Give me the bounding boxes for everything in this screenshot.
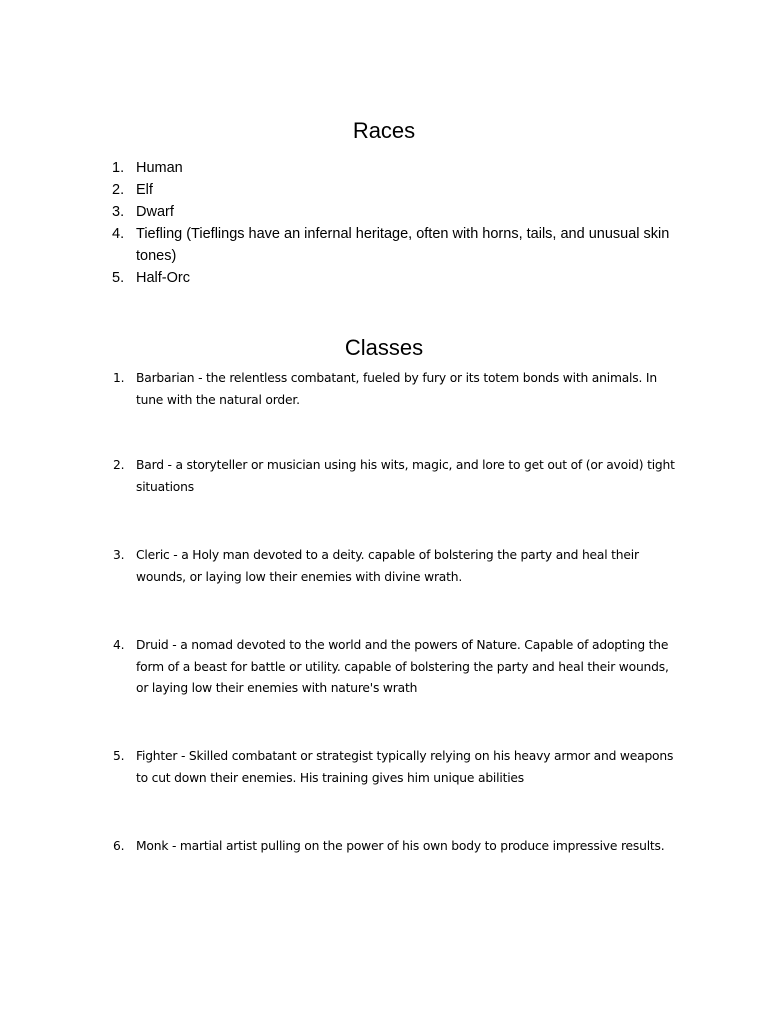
list-item-text: Bard - a storyteller or musician using his wits, magic, and lore to get out of (or avoid) tight situations	[136, 458, 675, 494]
list-item-number: 6.	[113, 839, 125, 853]
races-list	[100, 157, 680, 289]
list-item	[100, 179, 680, 201]
list-item-text: Half-Orc	[136, 270, 190, 286]
list-item-number: 5.	[113, 749, 125, 763]
list-item	[100, 455, 680, 498]
list-item	[100, 545, 680, 588]
list-item-number: 1.	[112, 160, 125, 176]
list-item-text: Tiefling (Tieflings have an infernal heritage, often with horns, tails, and unusual skin tones)	[136, 226, 670, 264]
races-heading: Races	[352, 118, 416, 143]
list-item-text: Fighter - Skilled combatant or strategist typically relying on his heavy armor and weapons to cut down their enemies. His training gives him unique abilities	[136, 749, 674, 785]
list-item-number: 2.	[112, 182, 125, 198]
list-item-number: 3.	[113, 548, 125, 562]
list-item-text: Druid - a nomad devoted to the world and the powers of Nature. Capable of adopting the form of a beast for battle or utility. capable of bolstering the party and heal their wounds, or laying low their enemies with nature's wrath	[136, 638, 669, 695]
list-item	[100, 368, 680, 411]
list-item-number: 4.	[112, 226, 125, 242]
list-item-text: Dwarf	[136, 204, 174, 220]
list-item	[100, 635, 680, 700]
list-item-number: 3.	[112, 204, 125, 220]
list-item	[100, 746, 680, 789]
list-item-number: 2.	[113, 458, 125, 472]
list-item-text: Barbarian - the relentless combatant, fueled by fury or its totem bonds with animals. In tune with the natural order.	[136, 371, 657, 407]
list-item	[100, 223, 680, 267]
list-item-text: Monk - martial artist pulling on the power of his own body to produce impressive results.	[136, 839, 665, 853]
list-item-number: 5.	[112, 270, 125, 286]
list-item-text: Elf	[136, 182, 153, 198]
list-item-text: Cleric - a Holy man devoted to a deity. capable of bolstering the party and heal their wounds, or laying low their enemies with divine wrath.	[136, 548, 639, 584]
list-item-number: 4.	[113, 638, 125, 652]
list-item	[100, 267, 680, 289]
classes-heading: Classes	[344, 335, 424, 360]
list-item	[100, 201, 680, 223]
list-item	[100, 836, 680, 858]
list-item-text: Human	[136, 160, 183, 176]
list-item-number: 1.	[113, 371, 125, 385]
list-item	[100, 157, 680, 179]
